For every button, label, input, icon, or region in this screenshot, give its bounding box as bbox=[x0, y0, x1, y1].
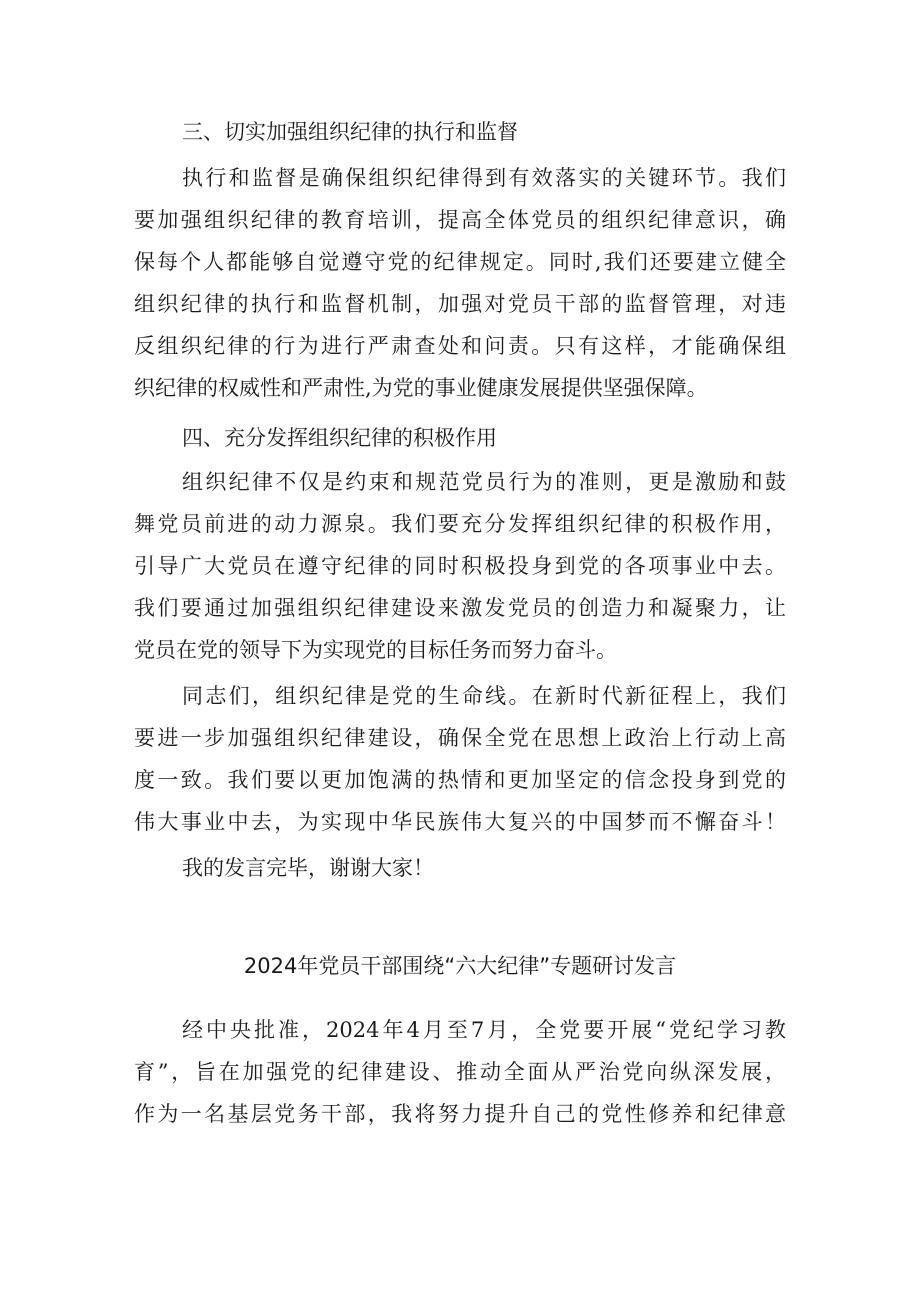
closing-line: 我的发言完毕，谢谢大家！ bbox=[182, 856, 434, 880]
paragraph-line: 舞党员前进的动力源泉。我们要充分发挥组织纪律的积极作用， bbox=[134, 512, 786, 536]
paragraph-line: 组织纪律不仅是约束和规范党员行为的准则，更是激励和鼓 bbox=[182, 470, 786, 494]
paragraph-line: 保每个人都能够自觉遵守党的纪律规定。同时,我们还要建立健全 bbox=[134, 250, 786, 274]
paragraph-line: 引导广大党员在遵守纪律的同时积极投身到党的各项事业中去。 bbox=[134, 554, 786, 578]
paragraph-line: 伟大事业中去，为实现中华民族伟大复兴的中国梦而不懈奋斗！ bbox=[134, 810, 786, 834]
paragraph-line: 我们要通过加强组织纪律建设来激发党员的创造力和凝聚力，让 bbox=[134, 596, 786, 620]
paragraph-line: 反组织纪律的行为进行严肃查处和问责。只有这样，才能确保组 bbox=[134, 334, 786, 358]
paragraph-line: 织纪律的权威性和严肃性,为党的事业健康发展提供坚强保障。 bbox=[134, 376, 708, 400]
paragraph-line: 要进一步加强组织纪律建设，确保全党在思想上政治上行动上高 bbox=[134, 726, 786, 750]
paragraph-line: 同志们，组织纪律是党的生命线。在新时代新征程上，我们 bbox=[182, 684, 786, 708]
paragraph-line: 经中央批准，2024年4月至7月，全党要开展“党纪学习教 bbox=[182, 1018, 786, 1042]
section-3-heading: 三、切实加强组织纪律的执行和监督 bbox=[182, 120, 518, 144]
paragraph-line: 育”，旨在加强党的纪律建设、推动全面从严治党向纵深发展， bbox=[134, 1060, 786, 1084]
paragraph-line: 执行和监督是确保组织纪律得到有效落实的关键环节。我们 bbox=[182, 166, 786, 190]
speech-title: 2024年党员干部围绕“六大纪律”专题研讨发言 bbox=[243, 954, 677, 978]
paragraph-line: 组织纪律的执行和监督机制，加强对党员干部的监督管理，对违 bbox=[134, 292, 786, 316]
paragraph-line: 作为一名基层党务干部，我将努力提升自己的党性修养和纪律意 bbox=[134, 1102, 786, 1126]
section-4-heading: 四、充分发挥组织纪律的积极作用 bbox=[182, 426, 497, 450]
paragraph-line: 党员在党的领导下为实现党的目标任务而努力奋斗。 bbox=[134, 638, 617, 662]
paragraph-line: 度一致。我们要以更加饱满的热情和更加坚定的信念投身到党的 bbox=[134, 768, 786, 792]
paragraph-line: 要加强组织纪律的教育培训，提高全体党员的组织纪律意识，确 bbox=[134, 208, 786, 232]
